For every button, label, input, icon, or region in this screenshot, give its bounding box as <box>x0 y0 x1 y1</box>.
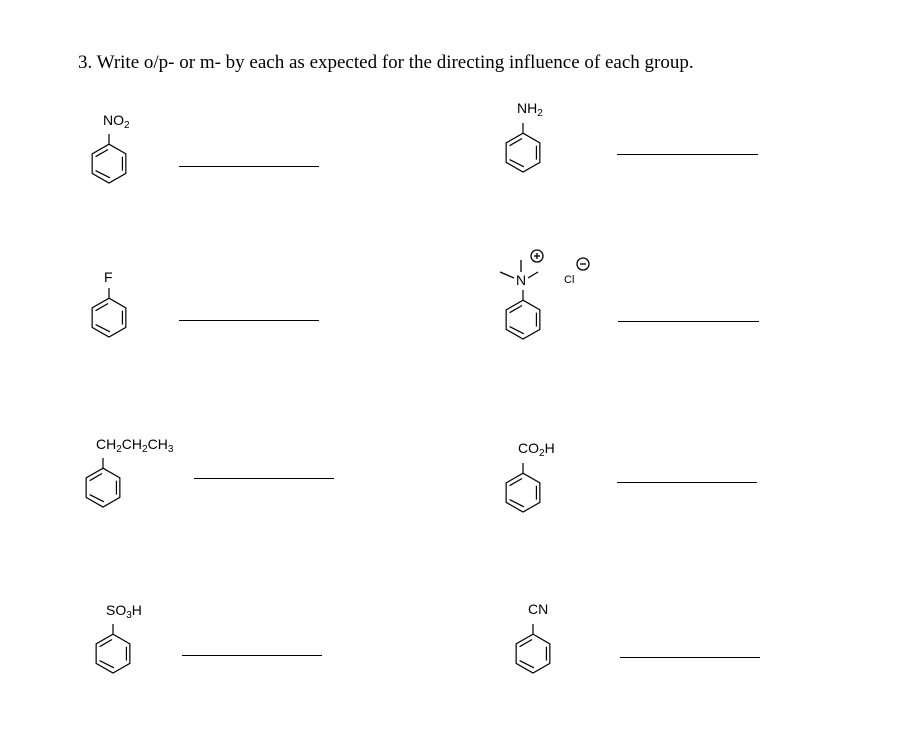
question-text: 3. Write o/p- or m- by each as expected for the directing influence of each group. <box>78 52 694 73</box>
benzene-ring <box>81 458 125 508</box>
substituent-label: F <box>104 269 113 285</box>
benzene-ring <box>501 123 545 173</box>
benzene-ring <box>91 624 135 674</box>
answer-line[interactable] <box>182 655 322 656</box>
answer-line[interactable] <box>620 657 760 658</box>
benzene-ring <box>87 134 131 184</box>
counterion-label: Cl <box>564 274 575 286</box>
substituent-label: $CO_2H$ <box>518 440 555 459</box>
benzene-ring <box>501 463 545 513</box>
answer-line[interactable] <box>618 321 759 322</box>
substituent-label: $CH_2CH_2CH_3$ <box>96 436 174 455</box>
answer-line[interactable] <box>179 166 319 167</box>
substituent-label: $NO_2$ <box>103 112 130 131</box>
benzene-ring <box>511 624 555 674</box>
benzene-ring <box>501 290 545 340</box>
substituent-label: CN <box>528 601 549 617</box>
substituent-label: $SO_3H$ <box>106 602 142 621</box>
substituent-label: $NH_2$ <box>517 100 543 119</box>
benzene-ring <box>87 288 131 338</box>
answer-line[interactable] <box>617 154 758 155</box>
answer-line[interactable] <box>617 482 757 483</box>
nitrogen-label: N <box>516 272 527 288</box>
methyl-bonds <box>496 246 596 286</box>
answer-line[interactable] <box>194 478 334 479</box>
answer-line[interactable] <box>179 320 319 321</box>
